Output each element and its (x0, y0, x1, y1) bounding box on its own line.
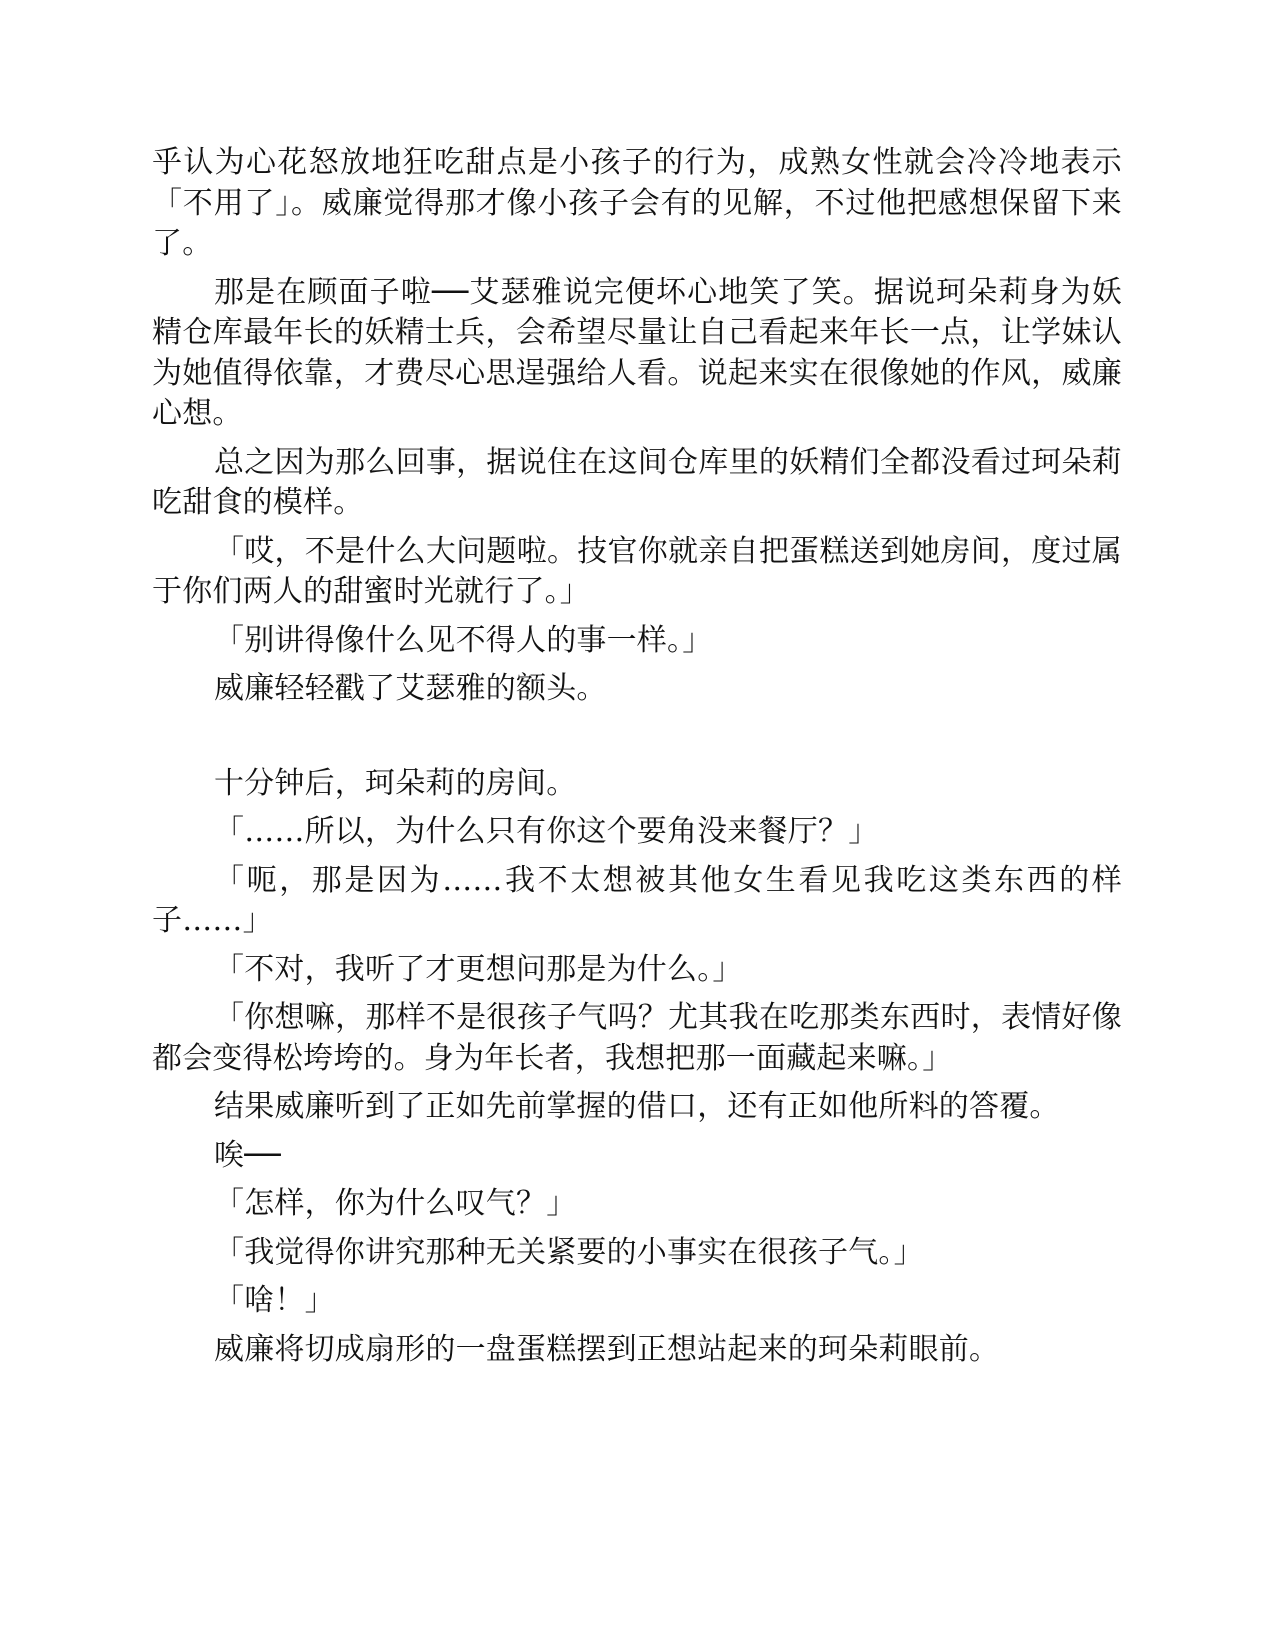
paragraph-8: 「……所以，为什么只有你这个要角没来餐厅？」 (214, 814, 879, 849)
paragraph-6: 威廉轻轻戳了艾瑟雅的额头。 (214, 671, 607, 706)
paragraph-15: 「我觉得你讲究那种无关紧要的小事实在很孩子气。」 (214, 1234, 924, 1270)
paragraph-5: 「别讲得像什么见不得人的事一样。」 (214, 622, 713, 658)
paragraph-7: 十分钟后，珂朵莉的房间。 (214, 765, 577, 801)
paragraph-17: 威廉将切成扇形的一盘蛋糕摆到正想站起来的珂朵莉眼前。 (214, 1331, 1000, 1367)
paragraph-10: 「不对，我听了才更想问那是为什么。」 (214, 951, 743, 987)
paragraph-14: 「怎样，你为什么叹气？」 (214, 1186, 577, 1221)
paragraph-4: 「哎，不是什么大问题啦。技官你就亲自把蛋糕送到她房间，度过属于你们两人的甜蜜时光就行了。」 (152, 533, 1122, 609)
paragraph-13: 唉── (214, 1137, 281, 1173)
section-break (152, 718, 1122, 764)
paragraph-2: 那是在顾面子啦──艾瑟雅说完便坏心地笑了笑。据说珂朵莉身为妖精仓库最年长的妖精士兵，会希望尽量让自己看起来年长一点，让学妹认为她值得依靠，才费尽心思逞强给人看。说起来实在很像她的作风，威廉心想。 (152, 274, 1122, 431)
paragraph-3: 总之因为那么回事，据说住在这间仓库里的妖精们全都没看过珂朵莉吃甜食的模样。 (152, 444, 1122, 520)
paragraph-16: 「啥！」 (214, 1283, 335, 1318)
paragraph-12: 结果威廉听到了正如先前掌握的借口，还有正如他所料的答覆。 (214, 1089, 1060, 1124)
page-body (152, 143, 1122, 1378)
paragraph-1: 乎认为心花怒放地狂吃甜点是小孩子的行为，成熟女性就会冷冷地表示「不用了」。威廉觉得那才像小孩子会有的见解，不过他把感想保留下来了。 (152, 145, 1122, 261)
paragraph-11: 「你想嘛，那样不是很孩子气吗？尤其我在吃那类东西时，表情好像都会变得松垮垮的。身为年长者，我想把那一面藏起来嘛。」 (152, 1000, 1122, 1076)
paragraph-9: 「呃，那是因为……我不太想被其他女生看见我吃这类东西的样子……」 (152, 862, 1122, 938)
